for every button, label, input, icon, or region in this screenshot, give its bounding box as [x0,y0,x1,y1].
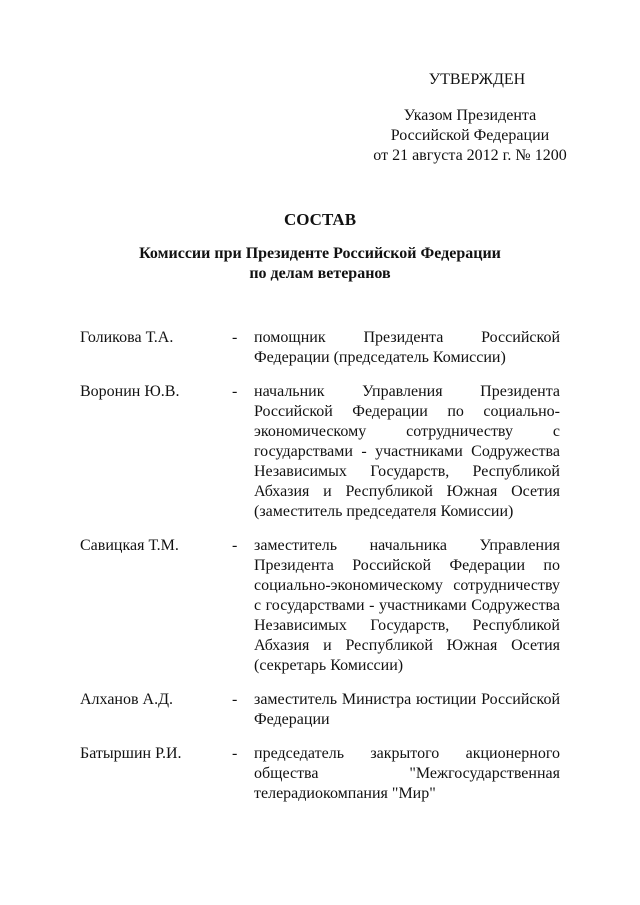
members-list [80,328,570,804]
member-row [80,536,570,676]
member-name: Голикова Т.А. [80,329,174,346]
member-position: помощник Президента Российской Федерации (председатель Комиссии) [254,329,560,366]
approval-title: УТВЕРЖДЕН [428,71,526,88]
approval-spacer [360,90,580,106]
approval-block [360,70,580,166]
member-name: Батыршин Р.И. [80,745,182,762]
member-name: Савицкая Т.М. [80,537,179,554]
approval-line-3: от 21 августа 2012 г. № 1200 [373,147,567,164]
approval-line-2: Российской Федерации [390,127,550,144]
member-position: заместитель Министра юстиции Российской Федерации [254,691,560,728]
document-heading [0,210,640,284]
approval-line-1: Указом Президента [403,107,537,124]
member-row [80,744,570,804]
member-row [80,382,570,522]
member-position: заместитель начальника Управления Президента Российской Федерации по социально-экономическому сотрудничеству с государствами - участниками Содружества Независимых Государств, Республикой Абхазия и Республикой Южная Осетия (секретарь Комиссии) [254,537,560,674]
member-position: начальник Управления Президента Российской Федерации по социально-экономическому сотрудничеству с государствами - участниками Содружества Независимых Государств, Республикой Абхазия и Республикой Южная Осетия (заместитель председателя Комиссии) [254,383,560,520]
member-dash: - [232,329,238,346]
member-name: Алханов А.Д. [80,691,174,708]
member-dash: - [232,537,238,554]
member-dash: - [232,383,238,400]
member-dash: - [232,745,238,762]
document-title: СОСТАВ [283,210,357,229]
document-subtitle-line-2: по делам ветеранов [249,265,391,282]
member-row [80,690,570,730]
member-dash: - [232,691,238,708]
document-subtitle-line-1: Комиссии при Президенте Российской Федерации [139,245,501,262]
member-name: Воронин Ю.В. [80,383,180,400]
member-position: председатель закрытого акционерного общества "Межгосударственная телерадиокомпания "Мир" [254,745,560,802]
member-row [80,328,570,368]
